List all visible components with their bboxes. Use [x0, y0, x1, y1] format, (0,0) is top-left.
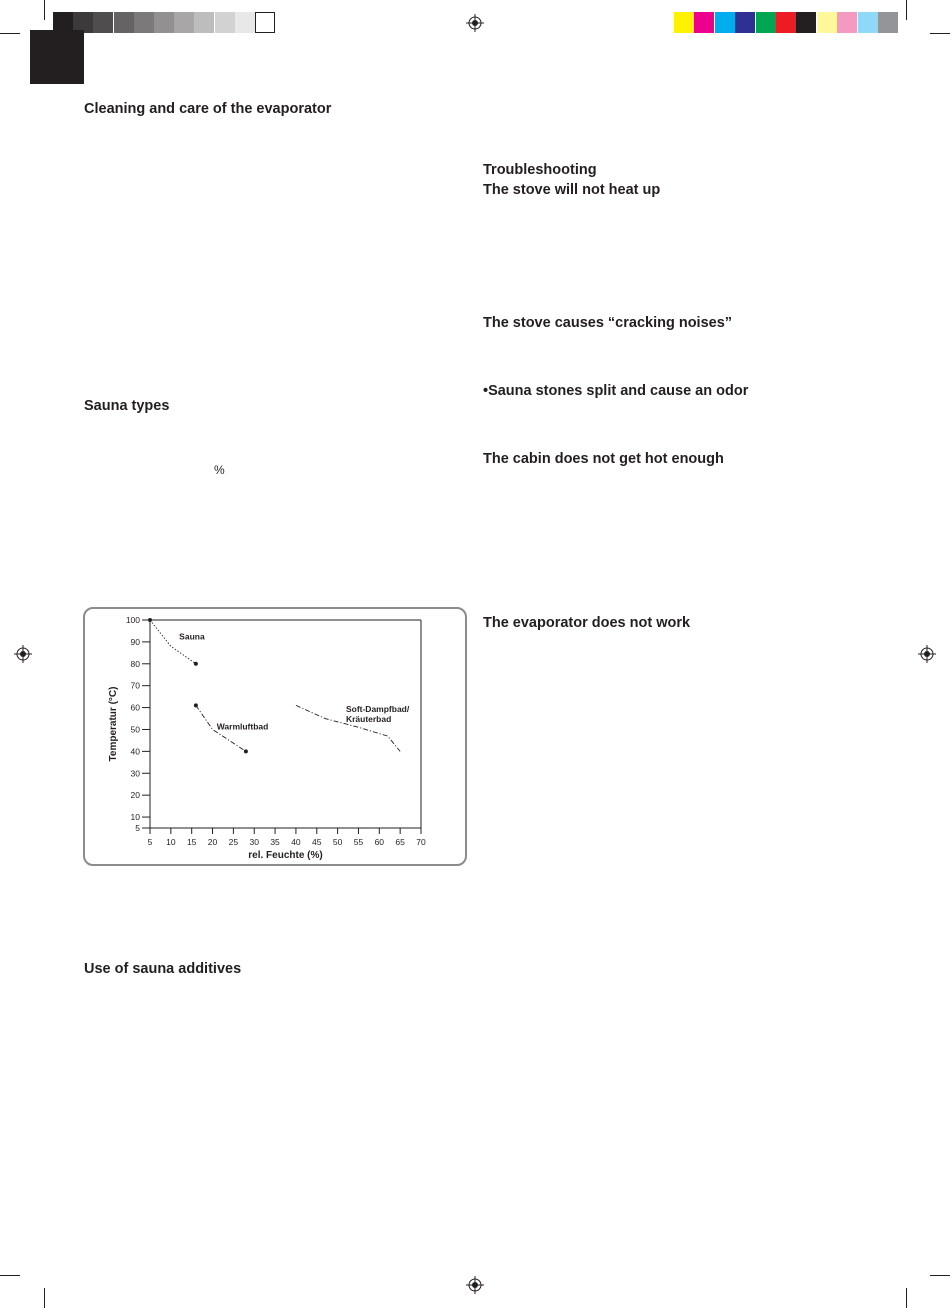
color-swatch	[796, 12, 816, 33]
gray-swatch	[255, 12, 275, 33]
x-tick-label: 60	[374, 837, 385, 847]
series-point	[244, 749, 248, 753]
y-tick-label: 100	[125, 615, 140, 625]
gray-swatch	[194, 12, 214, 33]
y-tick-label: 5	[135, 823, 140, 833]
x-tick-label: 5	[147, 837, 153, 847]
x-tick-label: 70	[416, 837, 426, 847]
series-point	[194, 662, 198, 666]
x-tick-label: 10	[166, 837, 176, 847]
heading-stones-split: •Sauna stones split and cause an odor	[483, 383, 749, 399]
series-label	[179, 632, 205, 642]
x-tick-label: 30	[249, 837, 259, 847]
x-tick-label: 25	[228, 837, 239, 847]
crop-mark	[930, 1275, 950, 1276]
x-tick-label: 35	[270, 837, 280, 847]
heading-cleaning-evaporator: Cleaning and care of the evaporator	[84, 101, 332, 117]
series-line	[150, 620, 196, 664]
series-point	[194, 703, 198, 707]
color-swatch	[674, 12, 694, 33]
x-tick-label: 20	[207, 837, 218, 847]
registration-mark-icon	[466, 14, 484, 32]
crop-mark	[44, 0, 45, 20]
y-tick-label: 80	[130, 658, 140, 669]
crop-mark	[930, 33, 950, 34]
y-tick-label: 70	[130, 680, 140, 691]
x-tick-label: 55	[353, 837, 364, 847]
x-tick-label: 15	[186, 837, 197, 847]
gray-swatch	[215, 12, 235, 33]
color-swatch	[776, 12, 796, 33]
sauna-types-chart	[83, 607, 467, 866]
crop-mark	[0, 1275, 20, 1276]
y-tick-label: 50	[130, 724, 140, 735]
color-swatch	[858, 12, 878, 33]
gray-swatch	[235, 12, 255, 33]
heading-troubleshooting: Troubleshooting	[483, 162, 597, 178]
heading-cabin-not-hot: The cabin does not get hot enough	[483, 451, 724, 467]
crop-mark	[906, 1288, 907, 1308]
gray-swatch	[134, 12, 154, 33]
page-tab-block	[30, 30, 84, 84]
y-tick-label: 20	[130, 790, 140, 801]
y-axis-title: Temperatur (°C)	[108, 686, 119, 762]
series-label	[217, 721, 269, 731]
heading-evaporator-not-working: The evaporator does not work	[483, 615, 691, 631]
heading-cracking-noises: The stove causes “cracking noises”	[483, 315, 733, 331]
y-tick-label: 90	[130, 636, 140, 647]
crop-mark	[44, 1288, 45, 1308]
series-label-line: Soft-Dampfbad/	[345, 703, 410, 714]
y-tick-label: 40	[130, 746, 140, 757]
color-swatch	[694, 12, 714, 33]
heading-sauna-types: Sauna types	[84, 398, 170, 414]
registration-mark-icon	[918, 645, 936, 663]
series-label-line: Warmluftbad	[216, 721, 269, 732]
x-tick-label: 40	[291, 837, 301, 847]
color-swatch	[837, 12, 857, 33]
gray-swatch	[114, 12, 134, 33]
stray-percent-sign: %	[214, 463, 225, 477]
crop-mark	[906, 0, 907, 20]
y-tick-label: 10	[130, 812, 140, 823]
crop-mark	[0, 33, 20, 34]
registration-mark-icon	[14, 645, 32, 663]
heading-sauna-additives: Use of sauna additives	[84, 961, 242, 977]
y-tick-label: 60	[130, 702, 140, 713]
x-tick-label: 45	[312, 837, 322, 847]
gray-swatch	[154, 12, 174, 33]
gray-swatch	[93, 12, 113, 33]
x-tick-label: 65	[395, 837, 405, 847]
heading-stove-no-heat: The stove will not heat up	[483, 182, 661, 198]
series-label-line: Kräuterbad	[345, 713, 392, 724]
x-axis-title: rel. Feuchte (%)	[248, 850, 323, 861]
color-swatch	[817, 12, 837, 33]
y-tick-label: 30	[130, 768, 140, 779]
gray-swatch	[174, 12, 194, 33]
registration-mark-icon	[466, 1276, 484, 1294]
color-swatch	[878, 12, 898, 33]
x-tick-label: 50	[332, 837, 343, 847]
series-label	[346, 704, 410, 724]
color-swatch	[715, 12, 735, 33]
color-swatch	[756, 12, 776, 33]
color-swatch	[735, 12, 755, 33]
series-label-line: Sauna	[179, 631, 205, 642]
